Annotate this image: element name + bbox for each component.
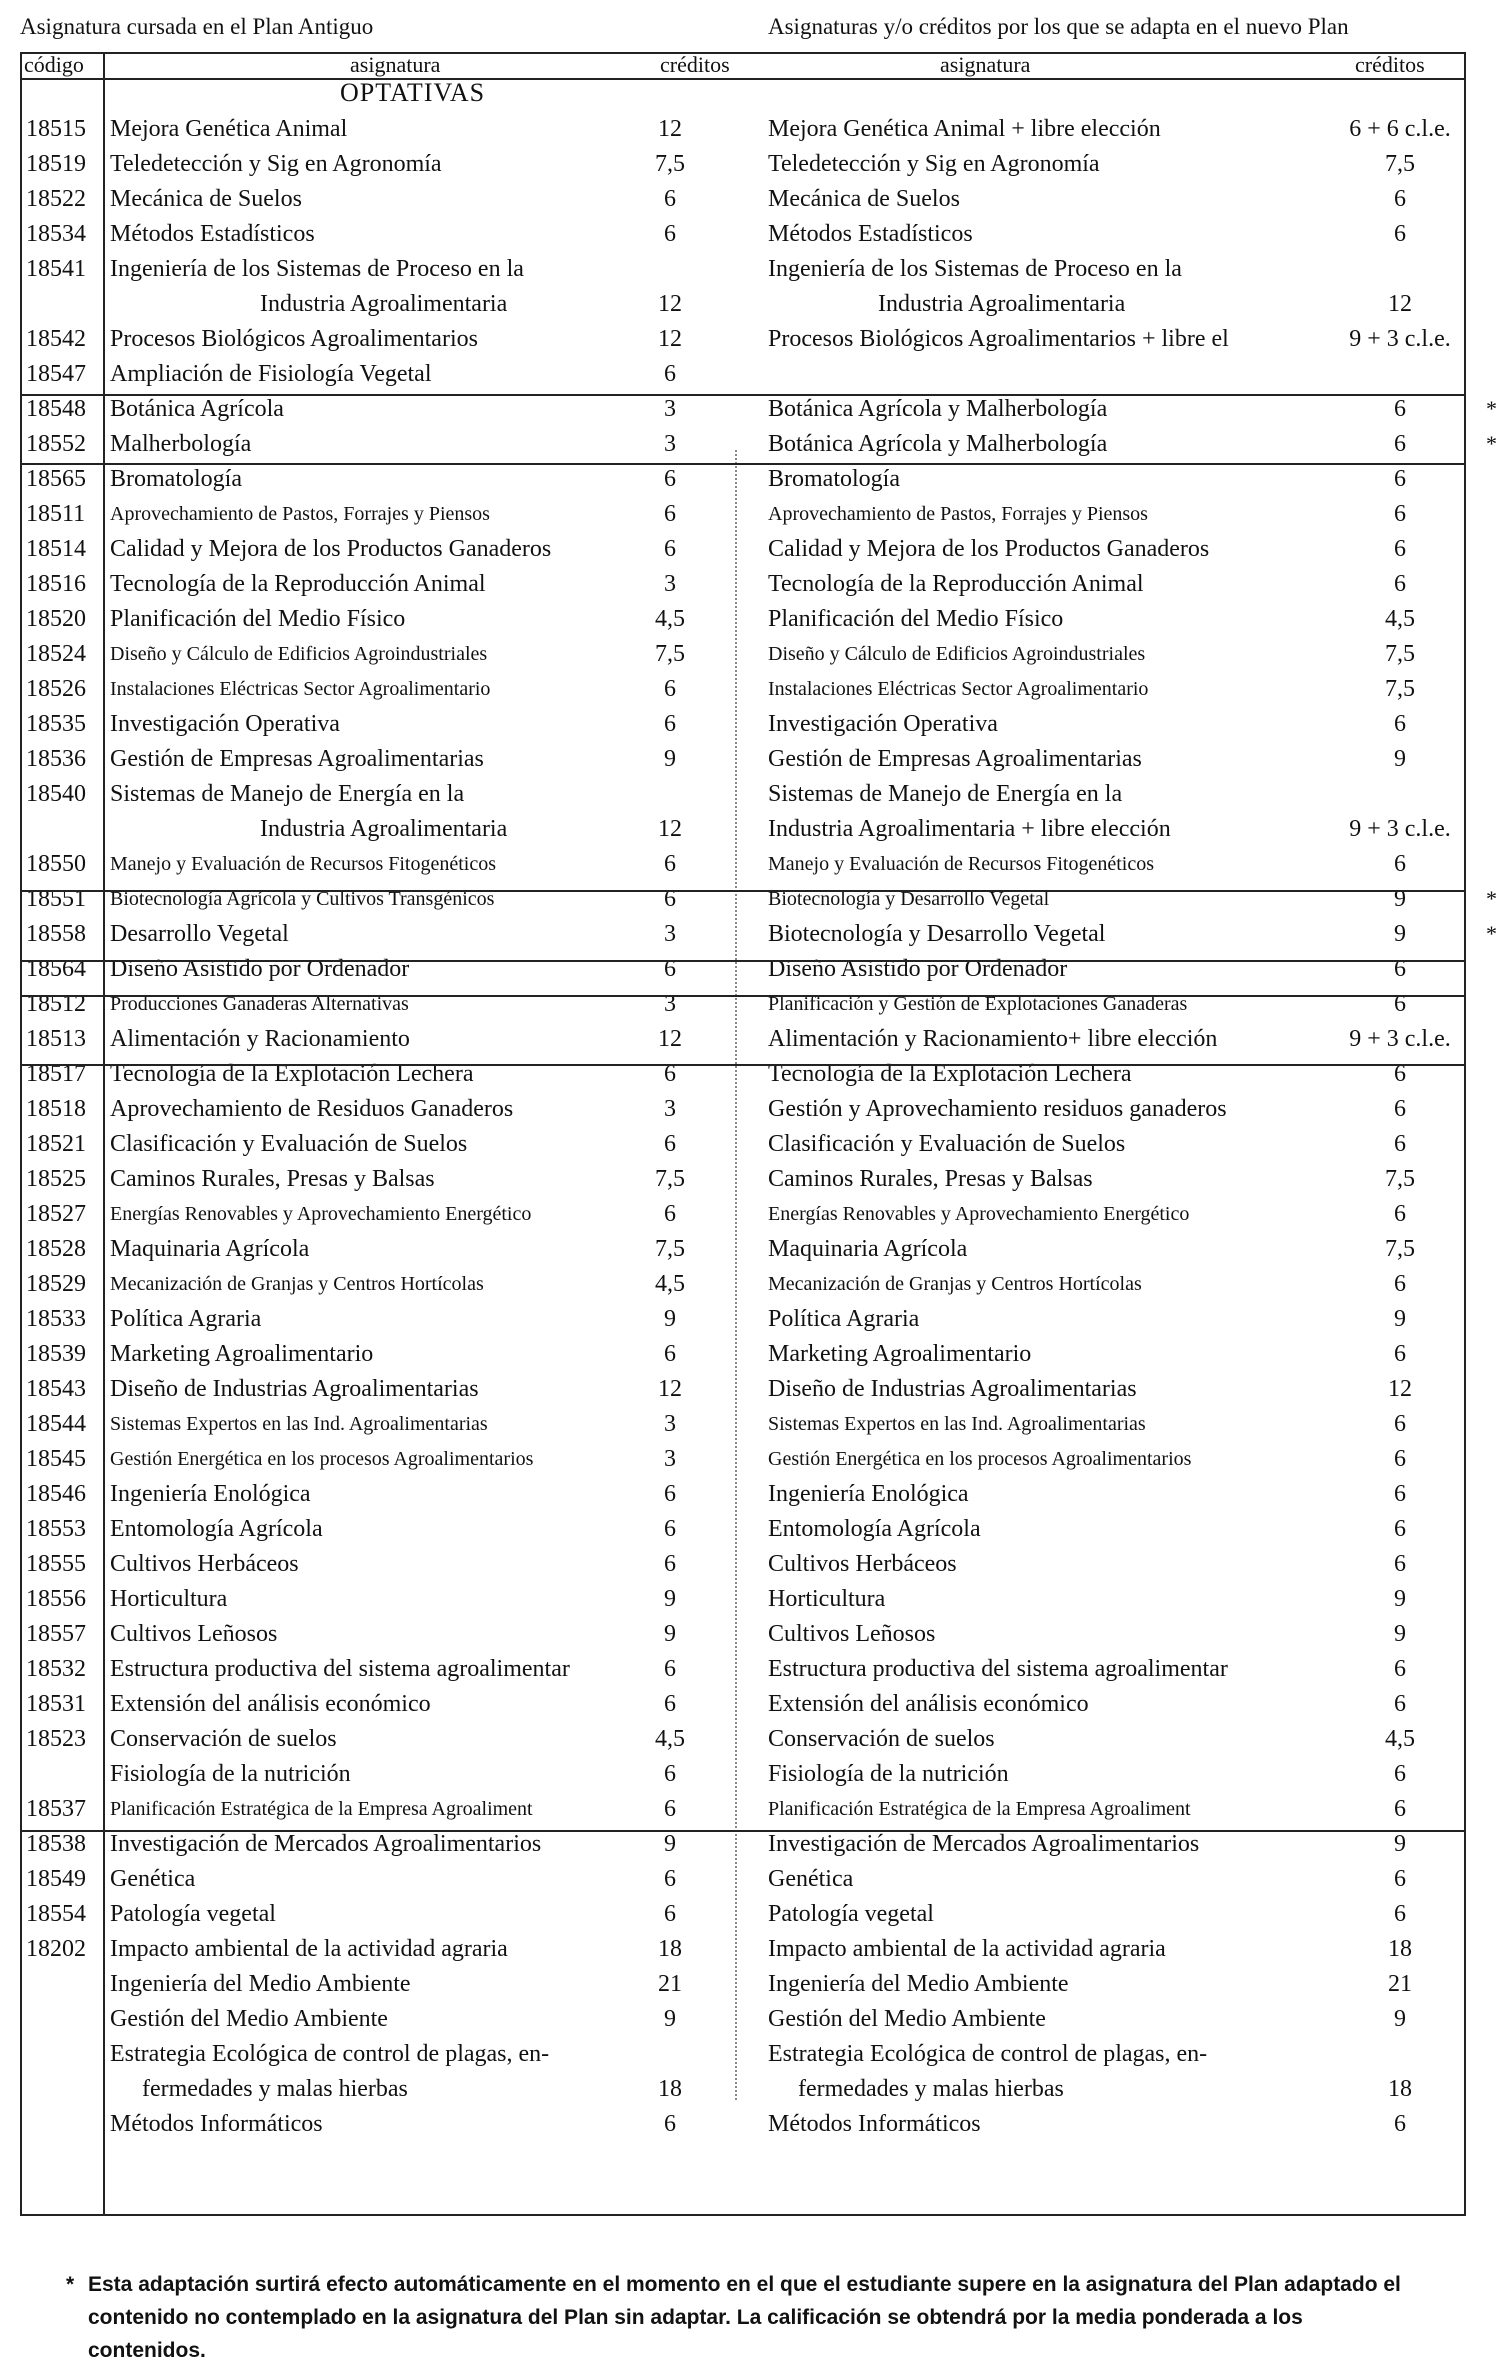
old-subject-name: Maquinaria Agrícola — [110, 1236, 310, 1262]
old-credits: 12 — [658, 291, 682, 317]
new-subject-name: Investigación Operativa — [768, 711, 998, 737]
old-credits: 3 — [664, 1411, 676, 1437]
col-header-code: código — [24, 52, 84, 77]
group-divider — [20, 995, 1466, 997]
new-credits: 6 — [1394, 1866, 1406, 1892]
old-credits: 12 — [658, 816, 682, 842]
subject-code: 18554 — [26, 1901, 86, 1927]
new-credits: 6 — [1394, 1796, 1406, 1822]
new-subject-name: Calidad y Mejora de los Productos Ganaderos — [768, 536, 1210, 562]
old-credits: 6 — [664, 1551, 676, 1577]
old-credits: 9 — [664, 1586, 676, 1612]
subject-code: 18513 — [26, 1026, 86, 1052]
old-credits: 6 — [664, 1341, 676, 1367]
old-credits: 9 — [664, 1306, 676, 1332]
new-credits: 6 — [1394, 536, 1406, 562]
old-subject-name: Genética — [110, 1866, 196, 1892]
old-subject-name: Planificación Estratégica de la Empresa Agroaliment — [110, 1798, 533, 1820]
new-subject-name: Tecnología de la Reproducción Animal — [768, 571, 1144, 597]
old-subject-name: Diseño y Cálculo de Edificios Agroindustriales — [110, 643, 488, 665]
new-credits: 9 — [1394, 921, 1406, 947]
new-credits: 9 — [1394, 1306, 1406, 1332]
old-subject-name: Industria Agroalimentaria — [260, 291, 508, 317]
new-subject-name: Energías Renovables y Aprovechamiento Energético — [768, 1203, 1190, 1225]
old-subject-name: Fisiología de la nutrición — [110, 1761, 351, 1787]
new-credits: 6 — [1394, 1901, 1406, 1927]
subject-code: 18553 — [26, 1516, 86, 1542]
old-subject-name: Diseño de Industrias Agroalimentarias — [110, 1376, 479, 1402]
new-subject-name: Industria Agroalimentaria — [878, 291, 1126, 317]
old-subject-name: Bromatología — [110, 466, 242, 492]
new-credits: 7,5 — [1385, 1236, 1415, 1262]
subject-code: 18527 — [26, 1201, 86, 1227]
old-credits: 6 — [664, 536, 676, 562]
old-subject-name: Tecnología de la Reproducción Animal — [110, 571, 486, 597]
subject-code: 18540 — [26, 781, 86, 807]
subject-code: 18537 — [26, 1796, 86, 1822]
new-credits: 9 + 3 c.l.e. — [1349, 1026, 1451, 1052]
old-subject-name: Marketing Agroalimentario — [110, 1341, 374, 1367]
new-subject-name: Manejo y Evaluación de Recursos Fitogenéticos — [768, 853, 1155, 875]
old-credits: 3 — [664, 1096, 676, 1122]
old-subject-name: Gestión del Medio Ambiente — [110, 2006, 388, 2032]
old-credits: 6 — [664, 1131, 676, 1157]
subject-code: 18539 — [26, 1341, 86, 1367]
footnote-text: Esta adaptación surtirá efecto automáticamente en el momento en el que el estudiante supere en la asignatura del Plan adaptado el contenido no contemplado en la asignatura del Plan sin adaptar. La calificación se obtendrá por la media ponderada a los contenidos. — [88, 2273, 1401, 2362]
old-subject-name: Calidad y Mejora de los Productos Ganaderos — [110, 536, 552, 562]
new-subject-name: Métodos Informáticos — [768, 2111, 981, 2137]
new-subject-name: Patología vegetal — [768, 1901, 934, 1927]
subject-code: 18526 — [26, 676, 86, 702]
old-credits: 12 — [658, 116, 682, 142]
col-header-new-credits: créditos — [1355, 52, 1425, 77]
old-subject-name: Mecánica de Suelos — [110, 186, 302, 212]
subject-code: 18520 — [26, 606, 86, 632]
new-subject-name: Planificación y Gestión de Explotaciones Ganaderas — [768, 993, 1188, 1015]
old-subject-name: Producciones Ganaderas Alternativas — [110, 993, 409, 1015]
old-subject-name: Alimentación y Racionamiento — [110, 1026, 410, 1052]
adaptation-asterisk: * — [1486, 396, 1497, 421]
subject-code: 18549 — [26, 1866, 86, 1892]
new-credits: 6 — [1394, 1516, 1406, 1542]
old-credits: 7,5 — [655, 151, 685, 177]
old-subject-name: Patología vegetal — [110, 1901, 276, 1927]
old-credits: 3 — [664, 1446, 676, 1472]
group-divider — [20, 394, 1466, 396]
old-subject-name: Sistemas de Manejo de Energía en la — [110, 781, 465, 807]
subject-code: 18519 — [26, 151, 86, 177]
new-credits: 6 — [1394, 1691, 1406, 1717]
subject-code: 18523 — [26, 1726, 86, 1752]
old-subject-name: Caminos Rurales, Presas y Balsas — [110, 1166, 435, 1192]
new-subject-name: Caminos Rurales, Presas y Balsas — [768, 1166, 1093, 1192]
old-subject-name: Biotecnología Agrícola y Cultivos Transgénicos — [110, 888, 495, 910]
old-subject-name: Gestión de Empresas Agroalimentarias — [110, 746, 484, 772]
old-credits: 4,5 — [655, 606, 685, 632]
new-credits: 9 — [1394, 1621, 1406, 1647]
old-credits: 9 — [664, 746, 676, 772]
header-divider — [20, 78, 1466, 80]
subject-code: 18511 — [26, 501, 86, 527]
new-credits: 9 + 3 c.l.e. — [1349, 816, 1451, 842]
subject-code: 18534 — [26, 221, 86, 247]
footnote — [66, 2268, 1418, 2367]
old-credits: 6 — [664, 851, 676, 877]
subject-code: 18556 — [26, 1586, 86, 1612]
group-divider — [20, 890, 1466, 892]
old-subject-name: Investigación Operativa — [110, 711, 340, 737]
new-subject-name: Genética — [768, 1866, 854, 1892]
subject-code: 18550 — [26, 851, 86, 877]
old-credits: 21 — [658, 1971, 682, 1997]
subject-code: 18518 — [26, 1096, 86, 1122]
new-credits: 6 — [1394, 1061, 1406, 1087]
old-credits: 7,5 — [655, 1166, 685, 1192]
old-subject-name: fermedades y malas hierbas — [142, 2076, 408, 2102]
new-credits: 18 — [1388, 1936, 1412, 1962]
new-subject-name: Entomología Agrícola — [768, 1516, 981, 1542]
old-credits: 6 — [664, 1201, 676, 1227]
subject-code: 18531 — [26, 1691, 86, 1717]
new-subject-name: Industria Agroalimentaria + libre elección — [768, 816, 1171, 842]
old-credits: 6 — [664, 501, 676, 527]
new-credits: 6 — [1394, 1096, 1406, 1122]
old-subject-name: Sistemas Expertos en las Ind. Agroalimentarias — [110, 1413, 488, 1435]
column-separator-dotted — [735, 450, 737, 2100]
new-credits: 9 — [1394, 746, 1406, 772]
old-subject-name: Procesos Biológicos Agroalimentarios — [110, 326, 478, 352]
new-subject-name: Gestión de Empresas Agroalimentarias — [768, 746, 1142, 772]
new-credits: 6 — [1394, 1411, 1406, 1437]
new-subject-name: Cultivos Herbáceos — [768, 1551, 957, 1577]
subject-code: 18512 — [26, 991, 86, 1017]
old-credits: 12 — [658, 1026, 682, 1052]
new-credits: 6 — [1394, 186, 1406, 212]
old-subject-name: Mecanización de Granjas y Centros Hortícolas — [110, 1273, 484, 1295]
new-subject-name: Cultivos Leñosos — [768, 1621, 936, 1647]
new-credits: 21 — [1388, 1971, 1412, 1997]
old-subject-name: Manejo y Evaluación de Recursos Fitogenéticos — [110, 853, 497, 875]
old-subject-name: Aprovechamiento de Residuos Ganaderos — [110, 1096, 514, 1122]
new-subject-name: Estrategia Ecológica de control de plagas, en- — [768, 2041, 1208, 2067]
old-subject-name: Entomología Agrícola — [110, 1516, 323, 1542]
old-credits: 3 — [664, 571, 676, 597]
new-credits: 6 — [1394, 711, 1406, 737]
old-subject-name: Estructura productiva del sistema agroalimentar — [110, 1656, 570, 1682]
new-subject-name: Sistemas Expertos en las Ind. Agroalimentarias — [768, 1413, 1146, 1435]
group-divider — [20, 463, 1466, 465]
old-subject-name: Horticultura — [110, 1586, 228, 1612]
new-credits: 4,5 — [1385, 1726, 1415, 1752]
group-divider — [20, 1064, 1466, 1066]
old-credits: 6 — [664, 1691, 676, 1717]
new-credits: 7,5 — [1385, 151, 1415, 177]
subject-code: 18541 — [26, 256, 86, 282]
old-subject-name: Teledetección y Sig en Agronomía — [110, 151, 442, 177]
group-divider — [20, 960, 1466, 962]
adaptation-asterisk: * — [1486, 886, 1497, 911]
subject-code: 18543 — [26, 1376, 86, 1402]
new-credits: 7,5 — [1385, 676, 1415, 702]
new-subject-name: Botánica Agrícola y Malherbología — [768, 431, 1108, 457]
new-subject-name: Planificación Estratégica de la Empresa Agroaliment — [768, 1798, 1191, 1820]
old-subject-name: Diseño Asistido por Ordenador — [110, 956, 410, 982]
new-subject-name: fermedades y malas hierbas — [798, 2076, 1064, 2102]
subject-code: 18529 — [26, 1271, 86, 1297]
subject-code: 18547 — [26, 361, 86, 387]
new-subject-name: Maquinaria Agrícola — [768, 1236, 968, 1262]
old-subject-name: Conservación de suelos — [110, 1726, 337, 1752]
new-credits: 6 — [1394, 1271, 1406, 1297]
old-credits: 6 — [664, 1516, 676, 1542]
old-credits: 12 — [658, 1376, 682, 1402]
new-subject-name: Fisiología de la nutrición — [768, 1761, 1009, 1787]
new-subject-name: Extensión del análisis económico — [768, 1691, 1089, 1717]
section-title: OPTATIVAS — [340, 78, 486, 107]
new-credits: 9 — [1394, 2006, 1406, 2032]
old-credits: 18 — [658, 2076, 682, 2102]
col-header-old-credits: créditos — [660, 52, 730, 77]
subject-code: 18555 — [26, 1551, 86, 1577]
new-subject-name: Gestión y Aprovechamiento residuos ganaderos — [768, 1096, 1227, 1122]
old-credits: 9 — [664, 1621, 676, 1647]
new-credits: 7,5 — [1385, 641, 1415, 667]
old-credits: 6 — [664, 1901, 676, 1927]
new-subject-name: Gestión del Medio Ambiente — [768, 2006, 1046, 2032]
new-credits: 6 — [1394, 1551, 1406, 1577]
new-credits: 9 + 3 c.l.e. — [1349, 326, 1451, 352]
new-credits: 6 — [1394, 851, 1406, 877]
old-subject-name: Ampliación de Fisiología Vegetal — [110, 361, 432, 387]
subject-code: 18533 — [26, 1306, 86, 1332]
new-credits: 6 — [1394, 501, 1406, 527]
new-credits: 6 — [1394, 956, 1406, 982]
old-credits: 6 — [664, 1481, 676, 1507]
old-credits: 3 — [664, 921, 676, 947]
old-credits: 6 — [664, 886, 676, 912]
old-credits: 3 — [664, 396, 676, 422]
old-credits: 3 — [664, 991, 676, 1017]
subject-code: 18514 — [26, 536, 86, 562]
subject-code: 18564 — [26, 956, 86, 982]
header-new-plan: Asignaturas y/o créditos por los que se adapta en el nuevo Plan — [768, 14, 1349, 39]
new-subject-name: Mecánica de Suelos — [768, 186, 960, 212]
new-subject-name: Aprovechamiento de Pastos, Forrajes y Piensos — [768, 503, 1148, 525]
subject-code: 18522 — [26, 186, 86, 212]
new-subject-name: Diseño de Industrias Agroalimentarias — [768, 1376, 1137, 1402]
new-subject-name: Alimentación y Racionamiento+ libre elección — [768, 1026, 1218, 1052]
subject-code: 18524 — [26, 641, 86, 667]
new-credits: 9 — [1394, 1831, 1406, 1857]
new-credits: 12 — [1388, 1376, 1412, 1402]
new-subject-name: Métodos Estadísticos — [768, 221, 973, 247]
new-credits: 6 — [1394, 1481, 1406, 1507]
old-credits: 6 — [664, 1061, 676, 1087]
old-credits: 12 — [658, 326, 682, 352]
new-credits: 6 — [1394, 1761, 1406, 1787]
old-subject-name: Investigación de Mercados Agroalimentarios — [110, 1831, 542, 1857]
subject-code: 18565 — [26, 466, 86, 492]
new-credits: 9 — [1394, 886, 1406, 912]
old-subject-name: Métodos Estadísticos — [110, 221, 315, 247]
new-credits: 6 — [1394, 1341, 1406, 1367]
new-subject-name: Mecanización de Granjas y Centros Hortícolas — [768, 1273, 1142, 1295]
new-subject-name: Planificación del Medio Físico — [768, 606, 1064, 632]
subject-code: 18532 — [26, 1656, 86, 1682]
col-header-old-subject: asignatura — [350, 52, 441, 77]
subject-code: 18544 — [26, 1411, 86, 1437]
old-credits: 6 — [664, 1761, 676, 1787]
old-credits: 6 — [664, 221, 676, 247]
new-credits: 6 + 6 c.l.e. — [1349, 116, 1451, 142]
new-subject-name: Estructura productiva del sistema agroalimentar — [768, 1656, 1228, 1682]
old-subject-name: Botánica Agrícola — [110, 396, 284, 422]
subject-code: 18202 — [26, 1936, 86, 1962]
new-credits: 6 — [1394, 431, 1406, 457]
subject-code: 18542 — [26, 326, 86, 352]
old-credits: 9 — [664, 2006, 676, 2032]
old-credits: 6 — [664, 1866, 676, 1892]
new-subject-name: Ingeniería Enológica — [768, 1481, 969, 1507]
old-subject-name: Planificación del Medio Físico — [110, 606, 406, 632]
col-header-new-subject: asignatura — [940, 52, 1031, 77]
new-credits: 7,5 — [1385, 1166, 1415, 1192]
old-credits: 6 — [664, 186, 676, 212]
new-credits: 4,5 — [1385, 606, 1415, 632]
header-old-plan: Asignatura cursada en el Plan Antiguo — [20, 14, 374, 39]
new-subject-name: Diseño Asistido por Ordenador — [768, 956, 1068, 982]
old-subject-name: Industria Agroalimentaria — [260, 816, 508, 842]
old-subject-name: Extensión del análisis económico — [110, 1691, 431, 1717]
new-subject-name: Política Agraria — [768, 1306, 920, 1332]
footnote-asterisk: * — [66, 2273, 75, 2296]
subject-code: 18548 — [26, 396, 86, 422]
subject-code: 18538 — [26, 1831, 86, 1857]
subject-code: 18558 — [26, 921, 86, 947]
subject-code: 18557 — [26, 1621, 86, 1647]
new-subject-name: Ingeniería de los Sistemas de Proceso en la — [768, 256, 1182, 282]
new-credits: 18 — [1388, 2076, 1412, 2102]
adaptation-asterisk: * — [1486, 431, 1497, 456]
subject-code: 18545 — [26, 1446, 86, 1472]
new-credits: 6 — [1394, 2111, 1406, 2137]
old-subject-name: Ingeniería Enológica — [110, 1481, 311, 1507]
old-subject-name: Desarrollo Vegetal — [110, 921, 289, 947]
old-credits: 4,5 — [655, 1271, 685, 1297]
old-subject-name: Impacto ambiental de la actividad agraria — [110, 1936, 508, 1962]
new-subject-name: Ingeniería del Medio Ambiente — [768, 1971, 1069, 1997]
subject-code: 18516 — [26, 571, 86, 597]
subject-code: 18515 — [26, 116, 86, 142]
new-subject-name: Impacto ambiental de la actividad agraria — [768, 1936, 1166, 1962]
new-subject-name: Clasificación y Evaluación de Suelos — [768, 1131, 1126, 1157]
new-credits: 6 — [1394, 1201, 1406, 1227]
new-subject-name: Mejora Genética Animal + libre elección — [768, 116, 1161, 142]
group-divider — [20, 1830, 1466, 1832]
subject-code: 18525 — [26, 1166, 86, 1192]
old-subject-name: Mejora Genética Animal — [110, 116, 348, 142]
old-subject-name: Energías Renovables y Aprovechamiento Energético — [110, 1203, 532, 1225]
old-credits: 6 — [664, 956, 676, 982]
new-credits: 6 — [1394, 571, 1406, 597]
new-subject-name: Teledetección y Sig en Agronomía — [768, 151, 1100, 177]
subject-code: 18528 — [26, 1236, 86, 1262]
new-subject-name: Marketing Agroalimentario — [768, 1341, 1032, 1367]
new-credits: 6 — [1394, 466, 1406, 492]
old-credits: 6 — [664, 466, 676, 492]
old-credits: 4,5 — [655, 1726, 685, 1752]
old-subject-name: Métodos Informáticos — [110, 2111, 323, 2137]
old-subject-name: Gestión Energética en los procesos Agroalimentarios — [110, 1448, 534, 1470]
old-credits: 6 — [664, 676, 676, 702]
subject-code: 18517 — [26, 1061, 86, 1087]
old-subject-name: Estrategia Ecológica de control de plagas, en- — [110, 2041, 550, 2067]
new-subject-name: Diseño y Cálculo de Edificios Agroindustriales — [768, 643, 1146, 665]
old-credits: 3 — [664, 431, 676, 457]
new-subject-name: Botánica Agrícola y Malherbología — [768, 396, 1108, 422]
subject-code: 18536 — [26, 746, 86, 772]
new-credits: 6 — [1394, 991, 1406, 1017]
old-credits: 6 — [664, 1796, 676, 1822]
old-subject-name: Malherbología — [110, 431, 252, 457]
old-credits: 7,5 — [655, 641, 685, 667]
new-subject-name: Bromatología — [768, 466, 900, 492]
new-subject-name: Tecnología de la Explotación Lechera — [768, 1061, 1132, 1087]
subject-code: 18551 — [26, 886, 86, 912]
new-subject-name: Biotecnología y Desarrollo Vegetal — [768, 921, 1106, 947]
new-subject-name: Sistemas de Manejo de Energía en la — [768, 781, 1123, 807]
new-credits: 9 — [1394, 1586, 1406, 1612]
new-credits: 6 — [1394, 1131, 1406, 1157]
new-subject-name: Horticultura — [768, 1586, 886, 1612]
new-subject-name: Procesos Biológicos Agroalimentarios + libre el — [768, 326, 1229, 352]
old-subject-name: Instalaciones Eléctricas Sector Agroalimentario — [110, 678, 491, 700]
new-subject-name: Investigación de Mercados Agroalimentarios — [768, 1831, 1200, 1857]
old-subject-name: Aprovechamiento de Pastos, Forrajes y Piensos — [110, 503, 490, 525]
old-subject-name: Política Agraria — [110, 1306, 262, 1332]
old-subject-name: Cultivos Leñosos — [110, 1621, 278, 1647]
old-subject-name: Clasificación y Evaluación de Suelos — [110, 1131, 468, 1157]
subject-code: 18535 — [26, 711, 86, 737]
new-credits: 6 — [1394, 221, 1406, 247]
old-credits: 6 — [664, 361, 676, 387]
new-subject-name: Instalaciones Eléctricas Sector Agroalimentario — [768, 678, 1149, 700]
old-credits: 9 — [664, 1831, 676, 1857]
old-credits: 7,5 — [655, 1236, 685, 1262]
new-credits: 6 — [1394, 1446, 1406, 1472]
new-credits: 6 — [1394, 1656, 1406, 1682]
old-credits: 6 — [664, 2111, 676, 2137]
subject-code: 18521 — [26, 1131, 86, 1157]
subject-code: 18546 — [26, 1481, 86, 1507]
new-subject-name: Gestión Energética en los procesos Agroalimentarios — [768, 1448, 1192, 1470]
subject-code: 18552 — [26, 431, 86, 457]
new-subject-name: Biotecnología y Desarrollo Vegetal — [768, 888, 1050, 910]
new-subject-name: Conservación de suelos — [768, 1726, 995, 1752]
old-credits: 18 — [658, 1936, 682, 1962]
old-subject-name: Ingeniería de los Sistemas de Proceso en la — [110, 256, 524, 282]
adaptation-asterisk: * — [1486, 921, 1497, 946]
old-subject-name: Cultivos Herbáceos — [110, 1551, 299, 1577]
old-credits: 6 — [664, 711, 676, 737]
old-subject-name: Tecnología de la Explotación Lechera — [110, 1061, 474, 1087]
old-subject-name: Ingeniería del Medio Ambiente — [110, 1971, 411, 1997]
new-credits: 6 — [1394, 396, 1406, 422]
new-credits: 12 — [1388, 291, 1412, 317]
old-credits: 6 — [664, 1656, 676, 1682]
